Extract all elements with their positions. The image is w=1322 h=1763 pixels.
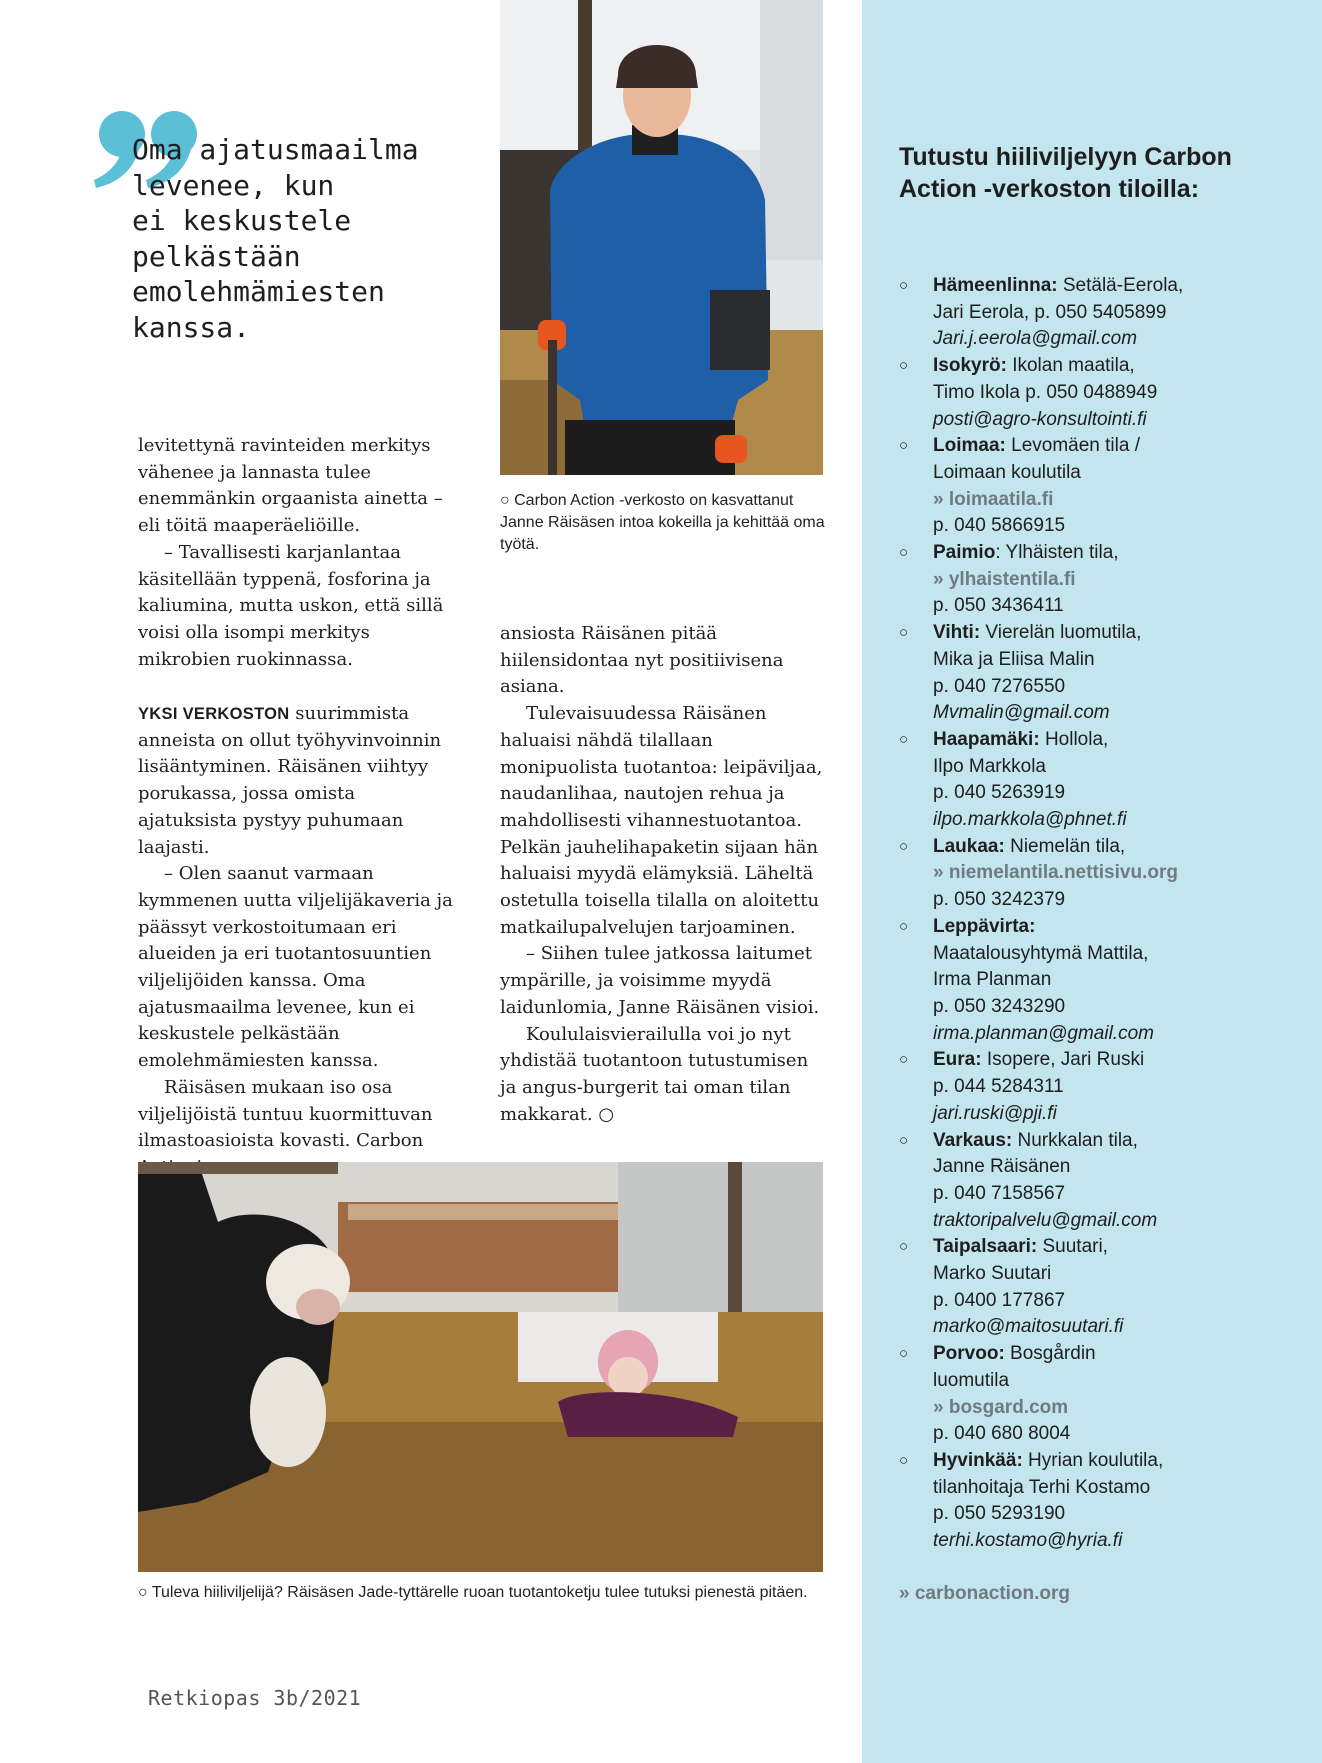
farm-detail: p. 040 7276550 [933, 675, 1066, 697]
farm-email-link[interactable]: Jari.j.eerola@gmail.com [933, 328, 1138, 350]
farm-list-item [899, 273, 1299, 353]
paragraph: Tulevaisuudessa Räisänen haluaisi nähdä tilallaan monipuolista tuotantoa: leipäviljaa, naudanlihaa, nautojen rehua ja mahdollisesti vihannestuotantoa. Pelkän jauhelihapaketin sijaan hän haluaisi myydä elämyksiä. Läheltä ostetulla toisella tilalla on aloitettu matkailupalvelujen tarjoaminen. [500, 703, 823, 938]
calves-photo [138, 1162, 823, 1572]
farm-name: Hyrian koulutila, [1022, 1449, 1164, 1471]
farm-place: Laukaa: [933, 835, 1005, 857]
farm-name: Niemelän tila, [1004, 835, 1126, 857]
farm-detail: p. 050 3436411 [933, 595, 1064, 617]
farm-website-link[interactable]: » loimaatila.fi [933, 488, 1054, 510]
farm-detail: Marko Suutari [933, 1263, 1052, 1285]
sidebar-title: Tutustu hiiliviljelyyn Carbon Action -verkoston tiloilla: [899, 143, 1232, 203]
farm-place: Paimio [933, 542, 996, 564]
farm-email-link[interactable]: ilpo.markkola@phnet.fi [933, 809, 1127, 831]
farm-website-link[interactable]: » ylhaistentila.fi [933, 568, 1076, 590]
farm-email-link[interactable]: irma.planman@gmail.com [933, 1022, 1154, 1044]
farm-name: Bosgårdin [1004, 1343, 1096, 1365]
farm-place: Vihti: [933, 622, 981, 644]
farm-heading-line [933, 620, 1299, 647]
farm-detail: p. 040 7158567 [933, 1182, 1066, 1204]
farm-detail: Maatalousyhtymä Mattila, [933, 942, 1149, 964]
farm-place: Hämeenlinna: [933, 275, 1058, 296]
paragraph: Koululaisvierailulla voi jo nyt yhdistää tuotantoon tutustumisen ja angus-burgerit tai oman tilan makkarat. ○ [500, 1023, 809, 1125]
farm-email-link[interactable]: posti@agro-konsultointi.fi [933, 408, 1147, 430]
calves-photo-caption: ○ Tuleva hiiliviljelijä? Räisäsen Jade-tyttärelle ruoan tuotantoketju tulee tutuksi pienestä pitäen. [138, 1584, 808, 1601]
paragraph: levitettynä ravinteiden merkitys vähenee ja lannasta tulee enemmänkin orgaanista ainetta – eli töitä maaperäeliöille. [138, 435, 443, 537]
farm-heading-line [933, 1341, 1299, 1368]
farm-detail: Loimaan koulutila [933, 461, 1081, 483]
bullet-circle-icon: ○ [899, 357, 909, 375]
bullet-circle-icon: ○ [899, 544, 909, 562]
farm-detail: p. 040 5263919 [933, 782, 1066, 804]
issue-footer: Retkiopas 3b/2021 [148, 1686, 362, 1710]
article-right-column [500, 621, 830, 1128]
farm-detail: p. 050 5293190 [933, 1503, 1066, 1525]
farm-detail: Janne Räisänen [933, 1156, 1071, 1178]
farm-email-link[interactable]: traktoripalvelu@gmail.com [933, 1209, 1158, 1231]
farm-name: Vierelän luomutila, [980, 622, 1142, 644]
bullet-circle-icon: ○ [899, 1051, 909, 1069]
paragraph-with-lead [138, 701, 458, 861]
farm-list-item [899, 540, 1299, 620]
farm-website-link[interactable]: » bosgard.com [933, 1396, 1069, 1418]
article-left-column-top [138, 433, 458, 673]
farm-list [899, 273, 1299, 1555]
farm-name: Ikolan maatila, [1006, 355, 1135, 377]
bullet-circle-icon: ○ [899, 1131, 909, 1149]
farm-list-item [899, 1341, 1299, 1448]
farm-detail: luomutila [933, 1369, 1010, 1391]
farm-place: Loimaa: [933, 435, 1006, 457]
farm-name: Setälä-Eerola, [1057, 275, 1184, 296]
bullet-circle-icon: ○ [899, 1345, 909, 1363]
farm-list-item [899, 834, 1299, 914]
farm-place: Taipalsaari: [933, 1236, 1038, 1258]
farm-list-item [899, 1047, 1299, 1127]
bullet-circle-icon: ○ [899, 837, 909, 855]
lead-in-rest: suurimmista anneista on ollut työhyvinvoinnin lisääntyminen. Räisänen viihtyy porukassa, jossa omista ajatuksista pystyy puhumaan laajasti. [138, 703, 442, 858]
bullet-circle-icon: ○ [899, 1451, 909, 1469]
farm-detail: p. 050 3243290 [933, 995, 1066, 1017]
paragraph: – Olen saanut varmaan kymmenen uutta viljelijäkaveria ja päässyt verkostoitumaan eri alueiden ja eri tuotantosuuntien viljelijöiden kanssa. Oma ajatusmaailma levenee, kun ei keskustele pelkästään emolehmämiesten kanssa. [138, 863, 453, 1072]
farm-place: Haapamäki: [933, 728, 1040, 750]
farm-name: Suutari, [1037, 1236, 1108, 1258]
farm-detail: p. 050 3242379 [933, 889, 1066, 911]
farm-list-item [899, 727, 1299, 834]
bullet-circle-icon: ○ [899, 437, 909, 455]
bullet-circle-icon: ○ [899, 277, 909, 294]
farm-heading-line [933, 540, 1299, 567]
farm-list-item [899, 914, 1299, 1048]
farm-place: Eura: [933, 1049, 982, 1071]
farm-email-link[interactable]: Mvmalin@gmail.com [933, 702, 1110, 724]
farm-heading-line [933, 273, 1299, 300]
farm-detail: Ilpo Markkola [933, 755, 1046, 777]
farm-detail: Mika ja Eliisa Malin [933, 648, 1095, 670]
farm-detail: Timo Ikola p. 050 0488949 [933, 381, 1158, 403]
farm-email-link[interactable]: terhi.kostamo@hyria.fi [933, 1530, 1123, 1552]
paragraph: – Siihen tulee jatkossa laitumet ympärille, ja voisimme myydä laidunlomia, Janne Räisänen visioi. [500, 943, 820, 1018]
bullet-circle-icon: ○ [899, 1238, 909, 1256]
farm-name: Nurkkalan tila, [1012, 1129, 1138, 1151]
paragraph: ansiosta Räisänen pitää hiilensidontaa nyt positiivisena asiana. [500, 623, 784, 698]
farm-list-item [899, 1448, 1299, 1555]
farm-email-link[interactable]: marko@maitosuutari.fi [933, 1316, 1124, 1338]
farm-name: Isopere, Jari Ruski [981, 1049, 1145, 1071]
farm-heading-line [933, 1234, 1299, 1261]
farm-email-link[interactable]: jari.ruski@pji.fi [933, 1102, 1057, 1124]
farm-list-item [899, 620, 1299, 727]
farmer-photo [500, 0, 823, 475]
farm-detail: p. 040 680 8004 [933, 1423, 1071, 1445]
farmer-photo-caption: ○ Carbon Action -verkosto on kasvattanut Janne Räisäsen intoa kokeilla ja kehittää oma työtä. [500, 492, 825, 553]
farm-heading-line [933, 834, 1299, 861]
farm-name: Levomäen tila / [1005, 435, 1140, 457]
farm-list-item [899, 1234, 1299, 1341]
farm-name: : Ylhäisten tila, [995, 542, 1119, 564]
farm-name: Hollola, [1039, 728, 1109, 750]
farm-heading-line [933, 433, 1299, 460]
farm-place: Leppävirta: [933, 915, 1036, 937]
bullet-circle-icon: ○ [899, 917, 909, 935]
farm-heading-line [933, 353, 1299, 380]
farm-detail: p. 0400 177867 [933, 1289, 1066, 1311]
bullet-circle-icon: ○ [899, 624, 909, 642]
farm-list-item [899, 1128, 1299, 1235]
farm-website-link[interactable]: » niemelantila.nettisivu.org [933, 862, 1178, 884]
farm-place: Varkaus: [933, 1129, 1013, 1151]
farm-detail: tilanhoitaja Terhi Kostamo [933, 1476, 1151, 1498]
lead-in-caps: YKSI VERKOSTON [138, 705, 290, 723]
article-left-column-bottom [138, 701, 458, 1182]
farm-heading-line [933, 1448, 1299, 1475]
farm-heading-line [933, 1128, 1299, 1155]
farm-detail: Irma Planman [933, 969, 1052, 991]
farm-detail: p. 040 5866915 [933, 515, 1066, 537]
farm-list-item [899, 353, 1299, 433]
farm-heading-line [933, 914, 1299, 941]
pull-quote: Oma ajatusmaailma levenee, kun ei keskustele pelkästään emolehmämiesten kanssa. [132, 133, 419, 344]
paragraph: Räisäsen mukaan iso osa viljelijöistä tuntuu kuormittuvan ilmastoasioista kovasti. Carbon [138, 1076, 433, 1152]
carbonaction-link[interactable]: » carbonaction.org [899, 1583, 1071, 1604]
farm-place: Hyvinkää: [933, 1449, 1023, 1471]
farm-place: Isokyrö: [933, 355, 1007, 377]
paragraph: – Tavallisesti karjanlantaa käsitellään typpenä, fosforina ja kaliumina, mutta uskon, että sillä voisi olla isompi merkitys mikrobien ruokinnassa. [138, 541, 444, 670]
farm-list-item [899, 433, 1299, 540]
farm-detail: Jari Eerola, p. 050 5405899 [933, 301, 1167, 323]
bullet-circle-icon: ○ [899, 730, 909, 748]
farm-detail: p. 044 5284311 [933, 1076, 1064, 1098]
farm-heading-line [933, 1047, 1299, 1074]
farm-place: Porvoo: [933, 1343, 1005, 1365]
farm-heading-line [933, 727, 1299, 754]
